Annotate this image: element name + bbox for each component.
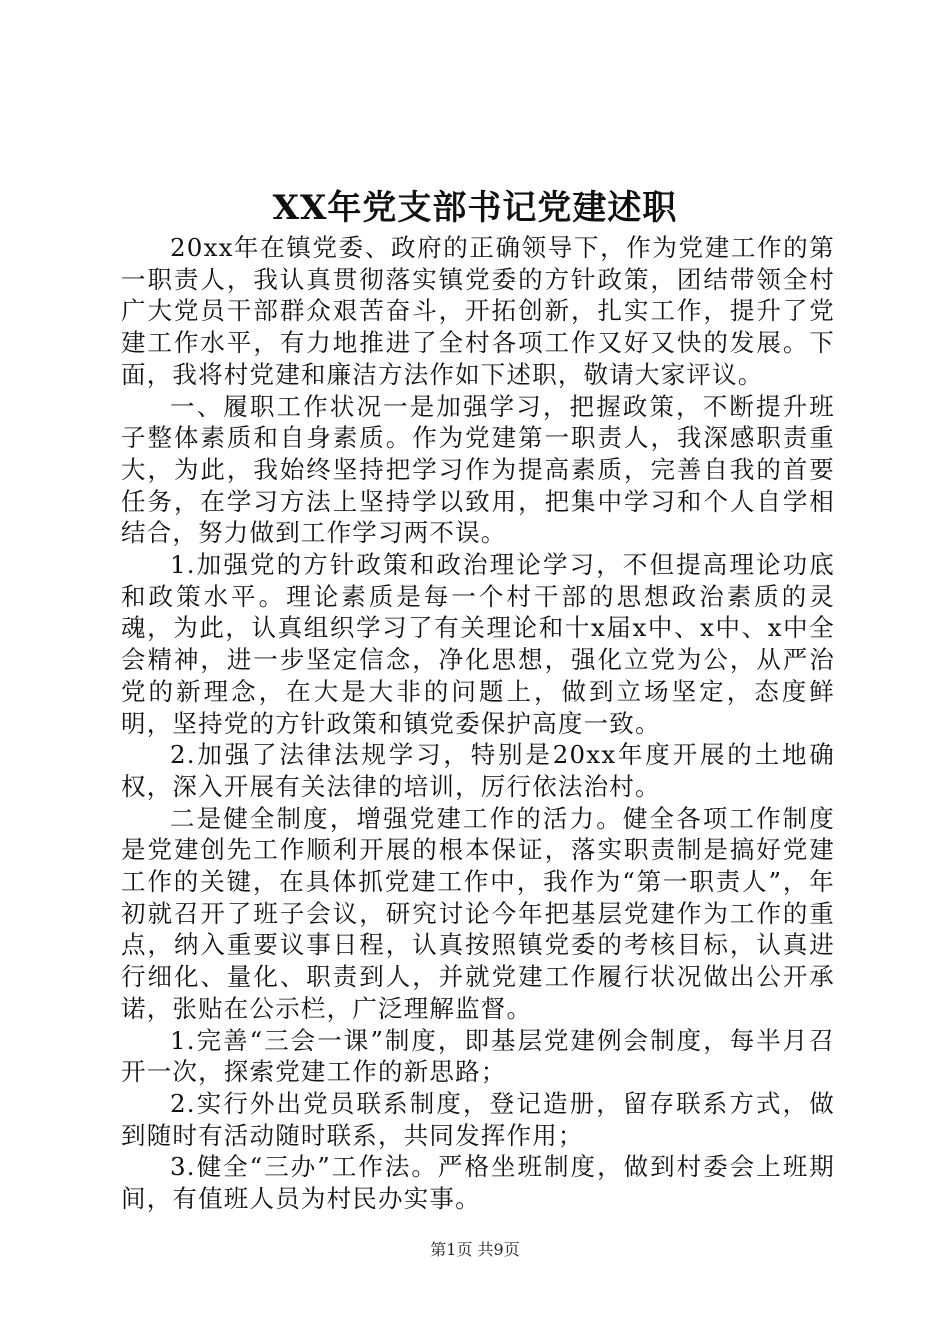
page-number-footer: 第1页 共9页 xyxy=(430,1240,520,1259)
paragraph-item-1-study: 1.加强党的方针政策和政治理论学习，不但提高理论功底和政策水平。理论素质是每一个村干部的思想政治素质的灵魂，为此，认真组织学习了有关理论和十x届x中、x中、x中全会精神，进一步坚定信念，净化思想，强化立党为公，从严治党的新理念，在大是大非的问题上，做到立场坚定，态度鲜明，坚持党的方针政策和镇党委保护高度一致。 xyxy=(121,550,835,738)
paragraph-intro: 20xx年在镇党委、政府的正确领导下，作为党建工作的第一职责人，我认真贯彻落实镇党委的方针政策，团结带领全村广大党员干部群众艰苦奋斗，开拓创新，扎实工作，提升了党建工作水平，有力地推进了全村各项工作又好又快的发展。下面，我将村党建和廉洁方法作如下述职，敬请大家评议。 xyxy=(121,233,835,389)
paragraph-item-1-meetings: 1.完善“三会一课”制度，即基层党建例会制度，每半月召开一次，探索党建工作的新思路； xyxy=(121,1025,835,1087)
paragraph-section-one: 一、履职工作状况一是加强学习，把握政策，不断提升班子整体素质和自身素质。作为党建第一职责人，我深感职责重大，为此，我始终坚持把学习作为提高素质，完善自我的首要任务，在学习方法上坚持学以致用，把集中学习和个人自学相结合，努力做到工作学习两不误。 xyxy=(121,391,835,548)
paragraph-item-3-duty: 3.健全“三办”工作法。严格坐班制度，做到村委会上班期间，有值班人员为村民办实事。 xyxy=(121,1152,835,1214)
paragraph-item-2-contact: 2.实行外出党员联系制度，登记造册，留存联系方式，做到随时有活动随时联系，共同发挥作用； xyxy=(121,1088,835,1150)
paragraph-section-two: 二是健全制度，增强党建工作的活力。健全各项工作制度是党建创先工作顺利开展的根本保证，落实职责制是搞好党建工作的关键，在具体抓党建工作中，我作为“第一职责人”，年初就召开了班子会议，研究讨论今年把基层党建作为工作的重点，纳入重要议事日程，认真按照镇党委的考核目标，认真进行细化、量化、职责到人，并就党建工作履行状况做出公开承诺，张贴在公示栏，广泛理解监督。 xyxy=(121,803,835,1023)
document-title: XX年党支部书记党建述职 xyxy=(272,188,678,228)
document-body xyxy=(121,232,835,1215)
paragraph-item-2-law: 2.加强了法律法规学习，特别是20xx年度开展的土地确权，深入开展有关法律的培训，厉行依法治村。 xyxy=(121,740,835,801)
